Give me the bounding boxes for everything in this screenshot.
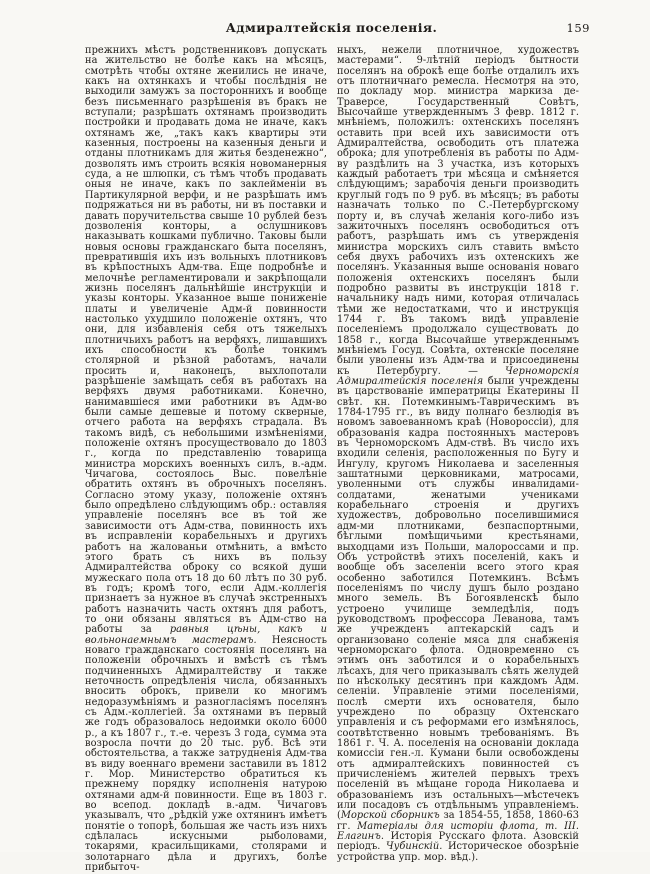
- text-segment: Неясность новаго гражданскаго состоянія поселянъ на положеніи оброчныхъ и вмѣстѣ съ тѣмъ подчиненныхъ Адмиралтейству и также неточность опредѣленія числа, обязанныхъ вносить оброкъ, привели ко многимъ недоразумѣніямъ и разногласіямъ поселянъ съ Адм.-коллегіей. За охтянами въ первый же годъ образовалось недоимки около 6000 р., а къ 1807 г., т.-е. черезъ 3 года, сумма эта возросла почти до 20 тыс. руб. Всѣ эти обстоятельства, а также затрудненія Адм-тва въ виду военнаго времени заставили въ 1812 г. Мор. Министерство обратиться къ прежнему порядку исполненія натурою охтянами адм-й повинности. Еще въ 1803 г. во всепод. докладѣ в.-адм. Чичаговъ указывалъ, что „рѣдкій уже охтянинъ имѣетъ понятіе о топорѣ, большая же часть изъ нихъ сдѣлалась искусными рыболовами, токарями, красильщиками, столярами и золотарнаго дѣла и другихъ, болѣе прибыточ-: [85, 634, 327, 874]
- text-column-right: [337, 46, 579, 863]
- running-head: [85, 20, 590, 42]
- text-segment: равныя цѣны, какъ и вольнонаемнымъ мастерамъ.: [85, 624, 328, 646]
- text-segment: за 1854-55, 1858, 1860-63 гг.: [337, 810, 579, 832]
- text-segment: Чубинскій.: [385, 841, 443, 853]
- text-column-left: [85, 46, 327, 874]
- page-number: 159: [566, 21, 590, 35]
- text-columns: [85, 46, 578, 874]
- text-segment: Морской сборникъ: [340, 810, 440, 822]
- text-segment: ныхъ, нежели плотничное, художествъ мастерами“. 9-лѣтній періодъ бытности поселянъ на оброкѣ еще болѣе отдалилъ ихъ отъ плотничнаго ремесла. Несмотря на это, по докладу мор. министра маркиза де-Траверсе, Государственный Совѣтъ, Высочайше утвержденнымъ 3 февр. 1812 г. мнѣніемъ, положилъ: охтенскихъ поселянъ оставить при всей ихъ зависимости отъ Адмиралтейства, освободить отъ платежа оброка; для употребленія въ работы по Адм-ву раздѣлить на 3 участка, изъ которыхъ каждый работаетъ три мѣсяца и смѣняется слѣдующимъ; зарабочія деньги производить круглый годъ по 9 руб. въ мѣсяцъ; въ работы назначать только по С.-Петербургскому порту и, въ случаѣ желанія кого-либо изъ зажиточныхъ поселянъ освободиться отъ работъ, разрѣшать имъ съ утвержденія министра морскихъ силъ ставить вмѣсто себя двухъ рабочихъ изъ охтенскихъ же поселянъ. Указанныя выше основанія новаго положенія охтенскихъ поселянъ были подробно развиты въ инструкціи 1818 г. начальнику надъ ними, которая отличалась тѣми же недостатками, что и инструкція 1744 г. Въ такомъ видѣ управленіе поселеніемъ продолжало существовать до 1858 г., когда Высочайше утвержденнымъ мнѣніемъ Госуд. Совѣта, охтенскіе поселяне были уволены изъ Адм-тва и присоединены къ Петербургу. —: [337, 45, 579, 377]
- text-segment: Исторія Русскаго флота. Азовскій періодъ.: [337, 831, 579, 853]
- text-segment: Черноморскія Адмиралтейскія поселенія: [337, 365, 579, 387]
- text-segment: Историческое обозрѣніе устройства упр. мор. вѣд.).: [337, 841, 579, 863]
- text-segment: прежнихъ мѣстъ родственниковъ допускать на жительство не болѣе какъ на мѣсяцъ, смотрѣть чтобы охтяне женились не иначе, какъ на охтянкахъ и чтобы послѣднія не выходили замужъ за постороннихъ и вообще безъ письменнаго разрѣшенія въ бракъ не вступали; разрѣшать охтянамъ производить постройки и продавать дома не иначе, какъ охтянамъ же, „такъ какъ квартиры эти казенныя, построены на казенныя деньги и отданы плотникамъ для житья безденежно“, дозволять имъ строить всякія новоманерныя суда, а не шлюпки, съ тѣмъ чтобъ продавать оныя не иначе, какъ по заклейменіи въ Партикулярной верфи, и не разрѣшать имъ подряжаться ни въ работы, ни въ поставки и давать поручительства свыше 10 рублей безъ дозволенія конторы, а ослушниковъ наказывать кошками публично. Таковы были новыя основы гражданскаго быта поселянъ, превратившія ихъ изъ вольныхъ плотниковъ въ крѣпостныхъ Адм-тва. Еще подробнѣе и мелочнѣе регламентировали и закрѣпощали жизнь поселянъ дальнѣйшіе инструкціи и указы конторы. Указанное выше пониженіе платы и увеличеніе Адм-й повинности настолько ухудшило положеніе охтянъ, что они, для избавленія себя отъ тяжелыхъ плотничьихъ работъ на верфяхъ, лишавшихъ ихъ способности къ болѣе тонкимъ столярной и рѣзной работамъ, начали просить и, наконецъ, выхлопотали разрѣшеніе замѣщать себя въ работахъ на верфяхъ двумя работниками. Конечно, нанимавшіеся ими работники въ Адм-во были самые дешевые и потому скверные, отчего работа на верфяхъ страдала. Въ такомъ видѣ, съ небольшими измѣненіями, положеніе охтянъ просуществовало до 1803 г., когда по представленію товарища министра морскихъ военныхъ силъ, в.-адм. Чичагова, состоялось Выс. повелѣніе обратить охтянъ въ оброчныхъ поселянъ. Согласно этому указу, положеніе охтянъ было опредѣлено слѣдующимъ обр.: оставляя управленіе поселянъ все въ той же зависимости отъ Адм-ства, повинность ихъ въ исправленіи корабельныхъ и другихъ работъ на жалованьи отмѣнить, а вмѣсто этого брать съ нихъ въ пользу Адмиралтейства оброку со всякой души мужескаго пола отъ 18 до 60 лѣтъ по 30 руб. въ годъ; кромѣ того, если Адм.-коллегія признаетъ за нужное въ случаѣ экстренныхъ работъ назначить часть охтянъ для работъ, то они обязаны являться въ Адм-ство на работы за: [85, 45, 327, 636]
- text-segment: Матеріалы для исторіи флота, т. III. Елагинъ.: [337, 820, 580, 843]
- page-title: Адмиралтейскія поселенія.: [225, 20, 438, 35]
- text-segment: были учреждены въ царствованіе императрицы Екатерины II свѣт. кн. Потемкинымъ-Таврическимъ въ 1784-1795 гг., въ виду полнаго безлюдія въ новомъ завоеванномъ краѣ (Новороссіи), для образованія кадра постоянныхъ мастеровъ въ Черноморскомъ Адм-ствѣ. Въ число ихъ входили селенія, расположенныя по Бугу и Ингулу, кругомъ Николаева и заселенныя заштатными церковниками, матросами, уволенными отъ службы инвалидами-солдатами, женатыми учениками корабельнаго строенія и другихъ художествъ, добровольно поселившимися адм-ми плотниками, безпаспортными, бѣглыми помѣщичьими крестьянами, выходцами изъ Польши, малороссами и пр. Объ устройствѣ этихъ поселеній, какъ и вообще объ заселеніи всего этого края особенно заботился Потемкинъ. Всѣмъ поселеніямъ по числу душъ было роздано много земель. Въ Богоявленскѣ было устроено училище земледѣлія, подъ руководствомъ профессора Леванова, тамъ же учрежденъ аптекарскій садъ и организовано соленіе мяса для снабженія черноморскаго флота. Одновременно съ этимъ онъ заботился и о корабельныхъ лѣсахъ, для чего приказывалъ сѣять желудей по нѣскольку десятинъ при каждомъ Адм. селеніи. Управленіе этими поселеніями, послѣ смерти ихъ основателя, было учреждено по образцу Охтенскаго управленія и съ реформами его измѣнялось, соотвѣтственно новымъ требованіямъ. Въ 1861 г. Ч. А. поселенія на основаніи доклада комиссіи ген.-л. Кумани были освобождены отъ адмиралтейскихъ повинностей съ причисленіемъ жителей первыхъ трехъ поселеній въ мѣщане города Николаева и образованіемъ изъ остальныхъ—мѣстечекъ или посадовъ съ отдѣльнымъ управленіемъ. (: [337, 376, 579, 822]
